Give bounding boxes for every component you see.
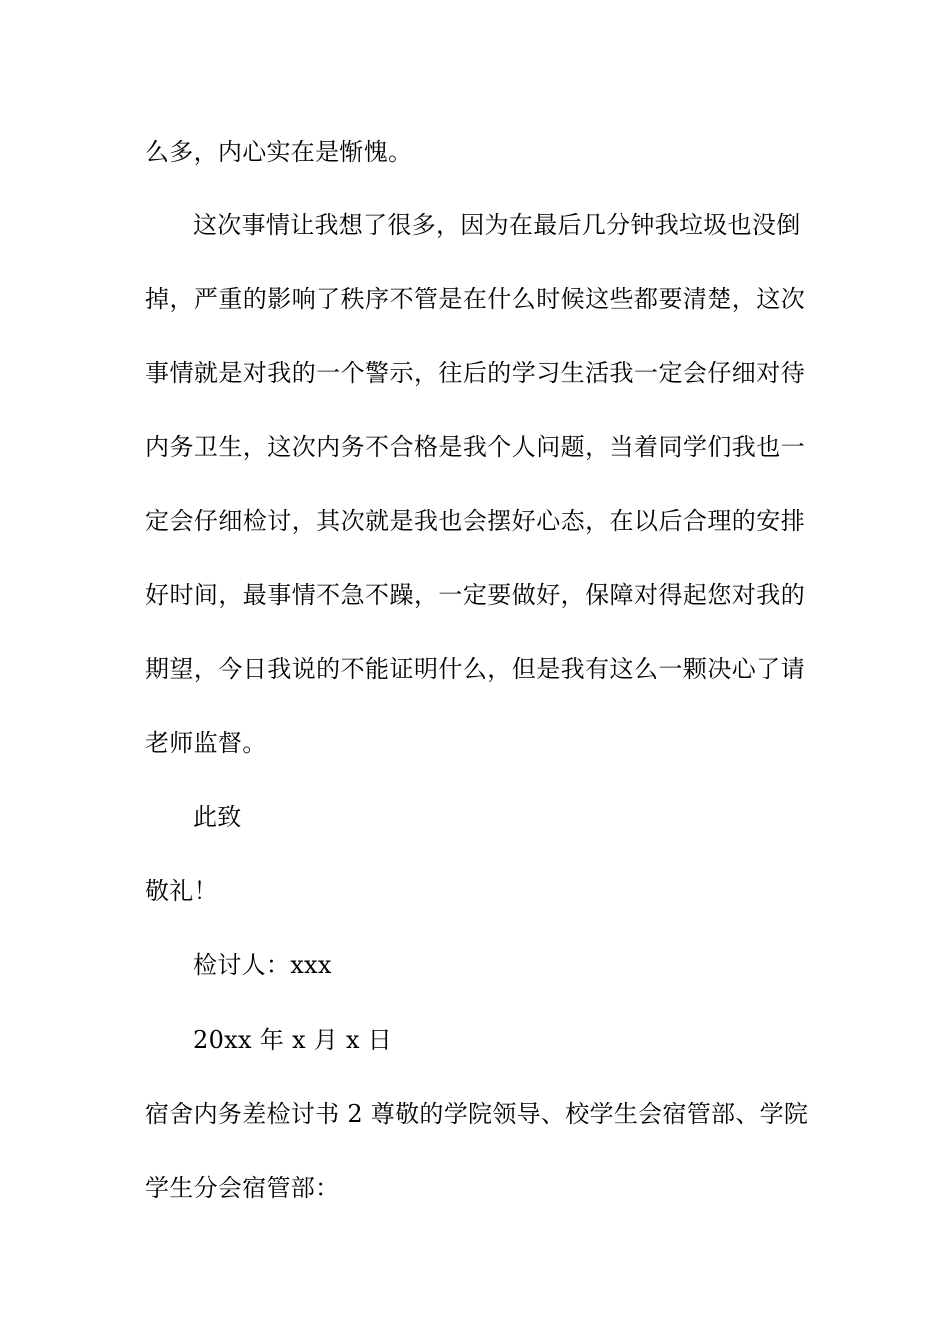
- closing-regards: 敬礼！: [145, 877, 218, 905]
- paragraph-line: 么多，内心实在是惭愧。: [145, 138, 413, 166]
- date-line: 20xx 年 x 月 x 日: [193, 1026, 393, 1054]
- paragraph-line: 期望，今日我说的不能证明什么，但是我有这么一颗决心了请: [145, 655, 805, 683]
- closing-salutation: 此致: [193, 803, 242, 831]
- paragraph-line: 掉，严重的影响了秩序不管是在什么时候这些都要清楚，这次: [145, 285, 805, 313]
- paragraph-line: 事情就是对我的一个警示，往后的学习生活我一定会仔细对待: [145, 359, 805, 387]
- paragraph-line: 定会仔细检讨，其次就是我也会摆好心态，在以后合理的安排: [145, 507, 805, 535]
- paragraph-line: 老师监督。: [145, 729, 267, 757]
- paragraph-line: 这次事情让我想了很多，因为在最后几分钟我垃圾也没倒: [193, 211, 801, 239]
- next-document-heading: 宿舍内务差检讨书 2 尊敬的学院领导、校学生会宿管部、学院: [145, 1100, 809, 1128]
- paragraph-line: 内务卫生，这次内务不合格是我个人问题，当着同学们我也一: [145, 433, 805, 461]
- addressee-line: 学生分会宿管部：: [145, 1174, 340, 1202]
- signature-line: 检讨人：xxx: [193, 951, 332, 979]
- paragraph-line: 好时间，最事情不急不躁，一定要做好，保障对得起您对我的: [145, 581, 805, 609]
